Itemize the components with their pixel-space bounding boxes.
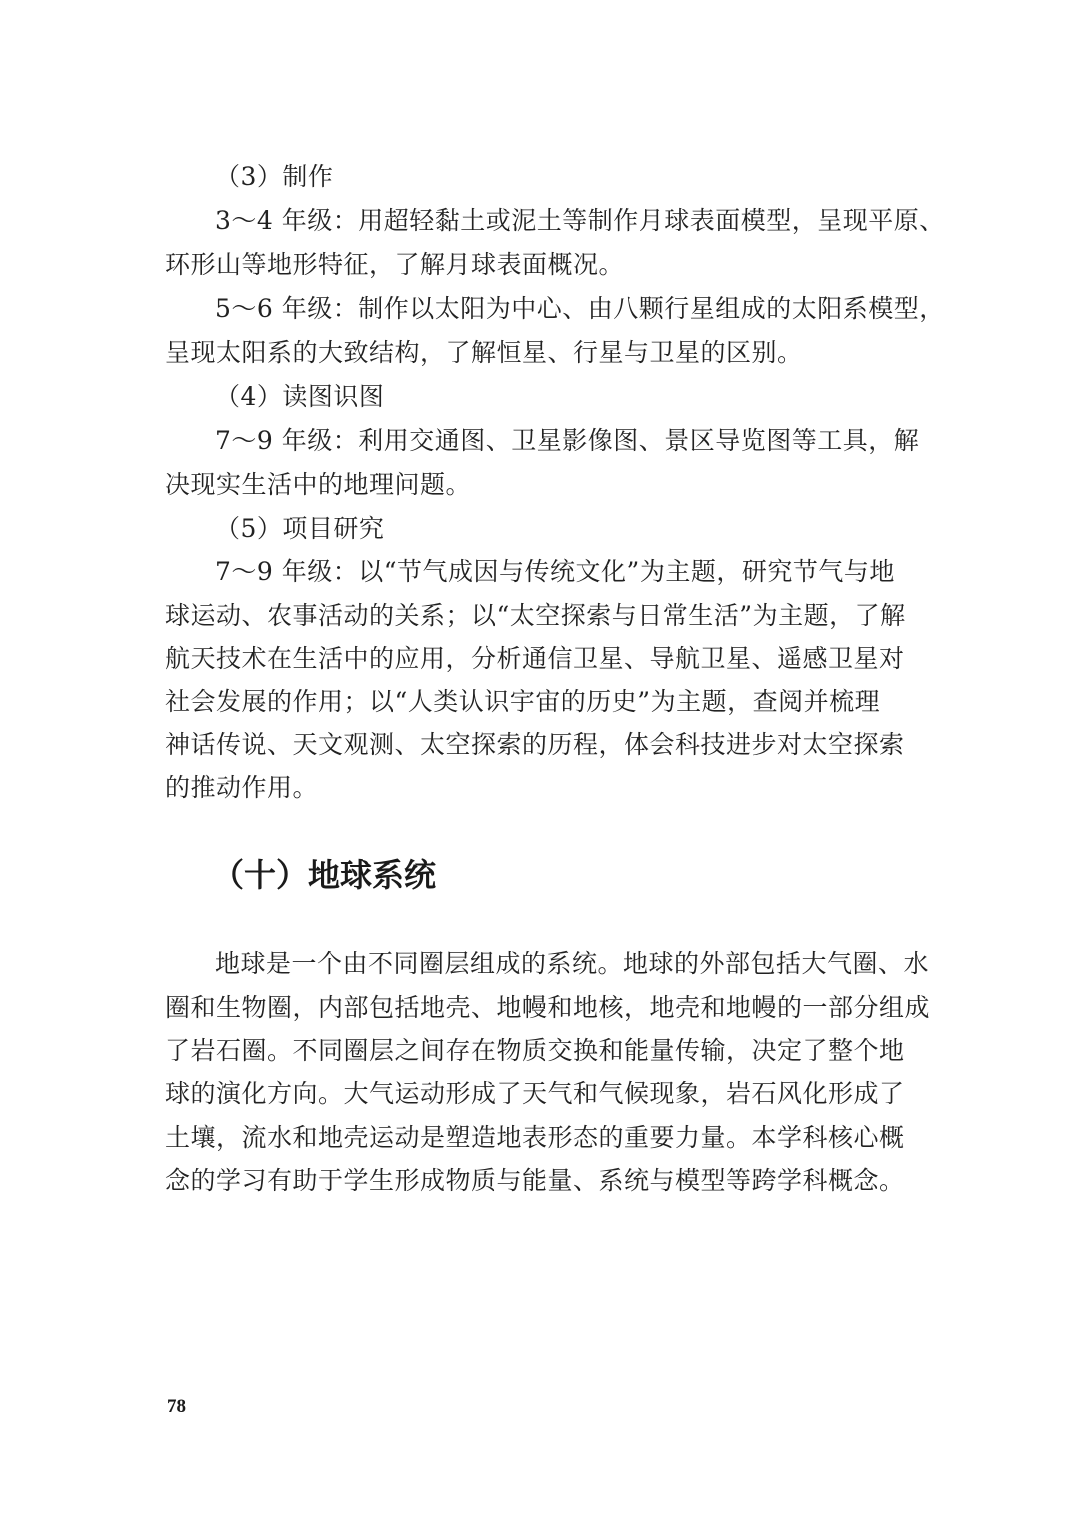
body-line: 了岩石圈。不同圈层之间存在物质交换和能量传输，决定了整个地 bbox=[165, 1036, 905, 1065]
paragraph-line: 环形山等地形特征，了解月球表面概况。 bbox=[165, 250, 625, 279]
paragraph-line: 神话传说、天文观测、太空探索的历程，体会科技进步对太空探索 bbox=[165, 730, 905, 759]
section-heading: （十）地球系统 bbox=[212, 856, 437, 894]
body-line: 球的演化方向。大气运动形成了天气和气候现象，岩石风化形成了 bbox=[165, 1079, 905, 1108]
page-number: 78 bbox=[167, 1396, 186, 1417]
paragraph-line: 5～6 年级：制作以太阳为中心、由八颗行星组成的太阳系模型， bbox=[215, 294, 945, 323]
subheading-making: （3）制作 bbox=[215, 162, 334, 191]
body-line: 土壤，流水和地壳运动是塑造地表形态的重要力量。本学科核心概 bbox=[165, 1123, 905, 1152]
paragraph-line: 3～4 年级：用超轻黏土或泥土等制作月球表面模型，呈现平原、 bbox=[215, 206, 945, 235]
body-line: 念的学习有助于学生形成物质与能量、系统与模型等跨学科概念。 bbox=[165, 1166, 905, 1195]
paragraph-line: 航天技术在生活中的应用，分析通信卫星、导航卫星、遥感卫星对 bbox=[165, 644, 905, 673]
paragraph-line: 社会发展的作用；以“人类认识宇宙的历史”为主题，查阅并梳理 bbox=[165, 687, 881, 716]
paragraph-line: 决现实生活中的地理问题。 bbox=[165, 470, 472, 499]
paragraph-line: 球运动、农事活动的关系；以“太空探索与日常生活”为主题，了解 bbox=[165, 601, 906, 630]
subheading-map-reading: （4）读图识图 bbox=[215, 382, 385, 411]
body-line: 圈和生物圈，内部包括地壳、地幔和地核，地壳和地幔的一部分组成 bbox=[165, 993, 931, 1022]
paragraph-line: 呈现太阳系的大致结构，了解恒星、行星与卫星的区别。 bbox=[165, 338, 803, 367]
paragraph-line: 7～9 年级：利用交通图、卫星影像图、景区导览图等工具，解 bbox=[215, 426, 920, 455]
body-line: 地球是一个由不同圈层组成的系统。地球的外部包括大气圈、水 bbox=[215, 949, 930, 978]
paragraph-line: 7～9 年级：以“节气成因与传统文化”为主题，研究节气与地 bbox=[215, 557, 895, 586]
subheading-project-research: （5）项目研究 bbox=[215, 514, 385, 543]
paragraph-line: 的推动作用。 bbox=[165, 773, 319, 802]
